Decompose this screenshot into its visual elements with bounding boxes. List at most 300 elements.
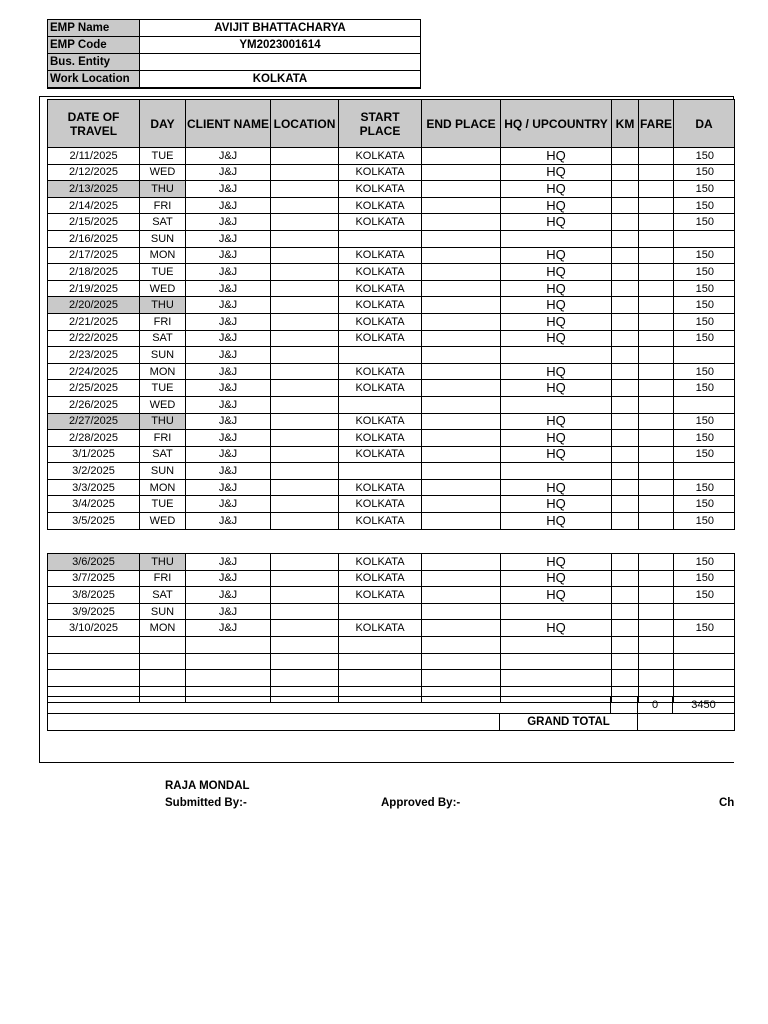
hq-upcountry-cell: HQ — [501, 214, 612, 231]
hq-upcountry-cell — [501, 636, 612, 653]
employee-info-row — [48, 71, 421, 88]
travel-date-cell: 3/9/2025 — [48, 603, 140, 620]
travel-date-cell: 2/19/2025 — [48, 280, 140, 297]
hq-upcountry-cell — [501, 670, 612, 687]
da-cell: 150 — [674, 363, 735, 380]
location-cell — [271, 670, 339, 687]
submitter-name: RAJA MONDAL — [165, 780, 250, 792]
start-place-cell: KOLKATA — [339, 513, 422, 530]
day-cell: TUE — [140, 264, 186, 281]
client-name-cell: J&J — [186, 380, 271, 397]
travel-date-cell: 3/4/2025 — [48, 496, 140, 513]
end-place-cell — [422, 363, 501, 380]
day-cell: WED — [140, 164, 186, 181]
fare-cell — [639, 181, 674, 198]
start-place-cell — [339, 603, 422, 620]
location-cell — [271, 363, 339, 380]
location-cell — [271, 347, 339, 364]
client-name-cell: J&J — [186, 264, 271, 281]
table-row — [48, 148, 735, 165]
column-header: KM — [612, 100, 639, 148]
table-row — [48, 380, 735, 397]
da-cell: 150 — [674, 413, 735, 430]
column-header: START PLACE — [339, 100, 422, 148]
travel-date-cell: 3/1/2025 — [48, 446, 140, 463]
da-cell — [674, 347, 735, 364]
da-cell: 150 — [674, 181, 735, 198]
travel-date-cell — [48, 636, 140, 653]
day-cell: SUN — [140, 463, 186, 480]
travel-date-cell: 2/16/2025 — [48, 230, 140, 247]
location-cell — [271, 330, 339, 347]
end-place-cell — [422, 513, 501, 530]
location-cell — [271, 413, 339, 430]
travel-date-cell: 2/21/2025 — [48, 313, 140, 330]
hq-upcountry-cell: HQ — [501, 430, 612, 447]
travel-date-cell: 3/10/2025 — [48, 620, 140, 637]
start-place-cell: KOLKATA — [339, 479, 422, 496]
start-place-cell: KOLKATA — [339, 148, 422, 165]
client-name-cell — [186, 670, 271, 687]
fare-total-cell: 0 — [638, 697, 673, 714]
fare-cell — [639, 446, 674, 463]
table-row — [48, 496, 735, 513]
da-cell: 150 — [674, 297, 735, 314]
km-cell — [612, 164, 639, 181]
km-cell — [612, 148, 639, 165]
day-cell: TUE — [140, 380, 186, 397]
end-place-cell — [422, 164, 501, 181]
approved-by-label: Approved By:- — [381, 797, 461, 809]
table-row — [48, 636, 735, 653]
submitted-by-label: Submitted By:- — [165, 797, 247, 809]
table-row — [48, 297, 735, 314]
day-cell: THU — [140, 554, 186, 571]
km-cell — [612, 297, 639, 314]
location-cell — [271, 430, 339, 447]
employee-info-table — [47, 19, 421, 88]
client-name-cell: J&J — [186, 347, 271, 364]
km-cell — [612, 430, 639, 447]
start-place-cell — [339, 653, 422, 670]
fare-cell — [639, 330, 674, 347]
day-cell: TUE — [140, 496, 186, 513]
end-place-cell — [422, 413, 501, 430]
day-cell: SAT — [140, 330, 186, 347]
da-cell — [674, 653, 735, 670]
hq-upcountry-cell: HQ — [501, 554, 612, 571]
hq-upcountry-cell: HQ — [501, 247, 612, 264]
hq-upcountry-cell: HQ — [501, 363, 612, 380]
location-cell — [271, 297, 339, 314]
travel-date-cell: 2/20/2025 — [48, 297, 140, 314]
da-cell: 150 — [674, 247, 735, 264]
travel-date-cell: 3/3/2025 — [48, 479, 140, 496]
table-row — [48, 554, 735, 571]
fare-cell — [639, 347, 674, 364]
fare-cell — [639, 463, 674, 480]
end-place-cell — [422, 653, 501, 670]
hq-upcountry-cell: HQ — [501, 479, 612, 496]
fare-cell — [639, 513, 674, 530]
client-name-cell: J&J — [186, 197, 271, 214]
end-place-cell — [422, 446, 501, 463]
fare-cell — [639, 479, 674, 496]
end-place-cell — [422, 636, 501, 653]
km-cell — [612, 380, 639, 397]
employee-field-label: Bus. Entity — [48, 54, 140, 71]
location-cell — [271, 463, 339, 480]
table-row — [48, 247, 735, 264]
hq-upcountry-cell: HQ — [501, 496, 612, 513]
client-name-cell: J&J — [186, 603, 271, 620]
hq-upcountry-cell: HQ — [501, 197, 612, 214]
client-name-cell: J&J — [186, 396, 271, 413]
fare-cell — [639, 313, 674, 330]
travel-date-cell — [48, 653, 140, 670]
client-name-cell: J&J — [186, 446, 271, 463]
travel-date-cell: 2/24/2025 — [48, 363, 140, 380]
client-name-cell — [186, 653, 271, 670]
client-name-cell: J&J — [186, 230, 271, 247]
day-cell: MON — [140, 247, 186, 264]
fare-cell — [639, 363, 674, 380]
table-row — [48, 264, 735, 281]
hq-upcountry-cell: HQ — [501, 313, 612, 330]
start-place-cell: KOLKATA — [339, 413, 422, 430]
table-row — [48, 670, 735, 687]
start-place-cell — [339, 347, 422, 364]
client-name-cell: J&J — [186, 330, 271, 347]
fare-cell — [639, 496, 674, 513]
end-place-cell — [422, 554, 501, 571]
travel-date-cell: 2/11/2025 — [48, 148, 140, 165]
location-cell — [271, 230, 339, 247]
employee-field-value: AVIJIT BHATTACHARYA — [140, 20, 421, 37]
totals-table — [47, 696, 735, 731]
end-place-cell — [422, 380, 501, 397]
travel-date-cell: 3/2/2025 — [48, 463, 140, 480]
end-place-cell — [422, 148, 501, 165]
hq-upcountry-cell — [501, 347, 612, 364]
day-cell: FRI — [140, 430, 186, 447]
location-cell — [271, 164, 339, 181]
location-cell — [271, 653, 339, 670]
start-place-cell: KOLKATA — [339, 164, 422, 181]
start-place-cell — [339, 396, 422, 413]
km-cell — [612, 446, 639, 463]
da-cell: 150 — [674, 380, 735, 397]
location-cell — [271, 313, 339, 330]
employee-field-value: YM2023001614 — [140, 37, 421, 54]
frame-top-line — [39, 96, 734, 97]
table-row — [48, 603, 735, 620]
fare-cell — [639, 380, 674, 397]
end-place-cell — [422, 620, 501, 637]
client-name-cell: J&J — [186, 297, 271, 314]
client-name-cell: J&J — [186, 214, 271, 231]
start-place-cell: KOLKATA — [339, 264, 422, 281]
hq-upcountry-cell: HQ — [501, 297, 612, 314]
frame-bottom-line — [39, 762, 734, 763]
start-place-cell — [339, 463, 422, 480]
km-cell — [612, 570, 639, 587]
column-header: HQ / UPCOUNTRY — [501, 100, 612, 148]
da-cell — [674, 636, 735, 653]
column-header: CLIENT NAME — [186, 100, 271, 148]
travel-date-cell: 2/27/2025 — [48, 413, 140, 430]
hq-upcountry-cell: HQ — [501, 446, 612, 463]
fare-cell — [639, 247, 674, 264]
end-place-cell — [422, 181, 501, 198]
employee-field-value — [140, 54, 421, 71]
client-name-cell: J&J — [186, 554, 271, 571]
hq-upcountry-cell: HQ — [501, 181, 612, 198]
table-row — [48, 214, 735, 231]
table-row — [48, 181, 735, 198]
location-cell — [271, 396, 339, 413]
da-cell: 150 — [674, 330, 735, 347]
end-place-cell — [422, 587, 501, 604]
end-place-cell — [422, 496, 501, 513]
travel-date-cell: 2/28/2025 — [48, 430, 140, 447]
hq-upcountry-cell: HQ — [501, 620, 612, 637]
hq-upcountry-cell: HQ — [501, 380, 612, 397]
end-place-cell — [422, 463, 501, 480]
da-cell: 150 — [674, 446, 735, 463]
travel-date-cell: 2/26/2025 — [48, 396, 140, 413]
da-cell: 150 — [674, 264, 735, 281]
column-header: LOCATION — [271, 100, 339, 148]
end-place-cell — [422, 670, 501, 687]
fare-cell — [639, 230, 674, 247]
day-cell: WED — [140, 396, 186, 413]
end-place-cell — [422, 230, 501, 247]
start-place-cell: KOLKATA — [339, 446, 422, 463]
employee-field-label: Work Location — [48, 71, 140, 88]
day-cell: MON — [140, 479, 186, 496]
day-cell — [140, 653, 186, 670]
table-row — [48, 197, 735, 214]
client-name-cell — [186, 636, 271, 653]
hq-upcountry-cell: HQ — [501, 513, 612, 530]
start-place-cell: KOLKATA — [339, 313, 422, 330]
start-place-cell: KOLKATA — [339, 620, 422, 637]
day-cell: SUN — [140, 347, 186, 364]
km-cell — [612, 413, 639, 430]
km-cell — [612, 197, 639, 214]
grand-total-label: GRAND TOTAL — [500, 714, 638, 731]
fare-cell — [639, 554, 674, 571]
client-name-cell: J&J — [186, 479, 271, 496]
travel-date-cell: 3/6/2025 — [48, 554, 140, 571]
km-cell — [612, 330, 639, 347]
table-row — [48, 430, 735, 447]
km-cell — [612, 280, 639, 297]
fare-cell — [639, 413, 674, 430]
fare-cell — [639, 603, 674, 620]
start-place-cell: KOLKATA — [339, 280, 422, 297]
travel-date-cell: 2/13/2025 — [48, 181, 140, 198]
travel-table-part-1 — [47, 99, 735, 530]
client-name-cell: J&J — [186, 570, 271, 587]
da-cell: 150 — [674, 148, 735, 165]
fare-cell — [639, 570, 674, 587]
hq-upcountry-cell — [501, 230, 612, 247]
table-row — [48, 587, 735, 604]
km-cell — [612, 513, 639, 530]
travel-date-cell: 2/22/2025 — [48, 330, 140, 347]
km-cell — [612, 587, 639, 604]
km-cell — [612, 264, 639, 281]
fare-cell — [639, 620, 674, 637]
end-place-cell — [422, 430, 501, 447]
da-cell — [674, 463, 735, 480]
travel-date-cell: 2/17/2025 — [48, 247, 140, 264]
totals-row — [48, 697, 735, 714]
client-name-cell: J&J — [186, 247, 271, 264]
client-name-cell: J&J — [186, 148, 271, 165]
fare-cell — [639, 297, 674, 314]
start-place-cell — [339, 636, 422, 653]
location-cell — [271, 197, 339, 214]
location-cell — [271, 148, 339, 165]
day-cell: SAT — [140, 446, 186, 463]
table-row — [48, 164, 735, 181]
location-cell — [271, 446, 339, 463]
hq-upcountry-cell: HQ — [501, 413, 612, 430]
hq-upcountry-cell: HQ — [501, 264, 612, 281]
travel-date-cell — [48, 670, 140, 687]
column-header: DAY — [140, 100, 186, 148]
km-cell — [612, 363, 639, 380]
fare-cell — [639, 280, 674, 297]
employee-field-label: EMP Name — [48, 20, 140, 37]
location-cell — [271, 280, 339, 297]
travel-date-cell: 2/14/2025 — [48, 197, 140, 214]
km-total-cell — [611, 697, 638, 714]
fare-cell — [639, 214, 674, 231]
table-row — [48, 280, 735, 297]
table-row — [48, 230, 735, 247]
day-cell — [140, 670, 186, 687]
location-cell — [271, 587, 339, 604]
km-cell — [612, 479, 639, 496]
client-name-cell: J&J — [186, 620, 271, 637]
location-cell — [271, 636, 339, 653]
location-cell — [271, 380, 339, 397]
grand-total-row — [48, 714, 735, 731]
travel-date-cell: 2/23/2025 — [48, 347, 140, 364]
fare-cell — [639, 636, 674, 653]
end-place-cell — [422, 247, 501, 264]
column-header: END PLACE — [422, 100, 501, 148]
km-cell — [612, 396, 639, 413]
da-cell: 150 — [674, 197, 735, 214]
employee-info-row — [48, 20, 421, 37]
checked-by-label-partial: Ch — [719, 797, 735, 809]
location-cell — [271, 554, 339, 571]
da-cell: 150 — [674, 554, 735, 571]
day-cell: THU — [140, 297, 186, 314]
da-cell — [674, 230, 735, 247]
travel-date-cell: 3/5/2025 — [48, 513, 140, 530]
da-cell — [674, 603, 735, 620]
km-cell — [612, 463, 639, 480]
travel-date-cell: 3/7/2025 — [48, 570, 140, 587]
travel-date-cell: 2/12/2025 — [48, 164, 140, 181]
end-place-cell — [422, 479, 501, 496]
location-cell — [271, 264, 339, 281]
km-cell — [612, 181, 639, 198]
client-name-cell: J&J — [186, 513, 271, 530]
da-cell: 150 — [674, 513, 735, 530]
travel-date-cell: 3/8/2025 — [48, 587, 140, 604]
km-cell — [612, 313, 639, 330]
client-name-cell: J&J — [186, 463, 271, 480]
da-cell: 150 — [674, 496, 735, 513]
km-cell — [612, 653, 639, 670]
location-cell — [271, 603, 339, 620]
table-row — [48, 463, 735, 480]
hq-upcountry-cell: HQ — [501, 330, 612, 347]
da-cell: 150 — [674, 570, 735, 587]
da-cell: 150 — [674, 587, 735, 604]
hq-upcountry-cell: HQ — [501, 570, 612, 587]
start-place-cell: KOLKATA — [339, 297, 422, 314]
fare-cell — [639, 653, 674, 670]
start-place-cell: KOLKATA — [339, 570, 422, 587]
column-header: DATE OF TRAVEL — [48, 100, 140, 148]
da-cell: 150 — [674, 313, 735, 330]
fare-cell — [639, 197, 674, 214]
start-place-cell: KOLKATA — [339, 247, 422, 264]
client-name-cell: J&J — [186, 430, 271, 447]
fare-cell — [639, 430, 674, 447]
table-row — [48, 313, 735, 330]
end-place-cell — [422, 264, 501, 281]
fare-cell — [639, 264, 674, 281]
travel-date-cell: 2/15/2025 — [48, 214, 140, 231]
day-cell: SAT — [140, 214, 186, 231]
day-cell: SUN — [140, 230, 186, 247]
fare-cell — [639, 396, 674, 413]
start-place-cell: KOLKATA — [339, 587, 422, 604]
client-name-cell: J&J — [186, 496, 271, 513]
start-place-cell: KOLKATA — [339, 363, 422, 380]
da-cell — [674, 670, 735, 687]
frame-left-line — [39, 96, 40, 763]
start-place-cell: KOLKATA — [339, 181, 422, 198]
km-cell — [612, 620, 639, 637]
grand-total-value-cell — [638, 714, 735, 731]
day-cell: FRI — [140, 570, 186, 587]
column-header-row — [48, 100, 735, 148]
day-cell: WED — [140, 280, 186, 297]
employee-info-row — [48, 37, 421, 54]
table-row — [48, 330, 735, 347]
start-place-cell: KOLKATA — [339, 214, 422, 231]
totals-blank-cell — [48, 697, 611, 714]
travel-date-cell: 2/18/2025 — [48, 264, 140, 281]
employee-field-label: EMP Code — [48, 37, 140, 54]
fare-cell — [639, 670, 674, 687]
day-cell: FRI — [140, 313, 186, 330]
start-place-cell: KOLKATA — [339, 430, 422, 447]
start-place-cell — [339, 230, 422, 247]
location-cell — [271, 479, 339, 496]
client-name-cell: J&J — [186, 363, 271, 380]
